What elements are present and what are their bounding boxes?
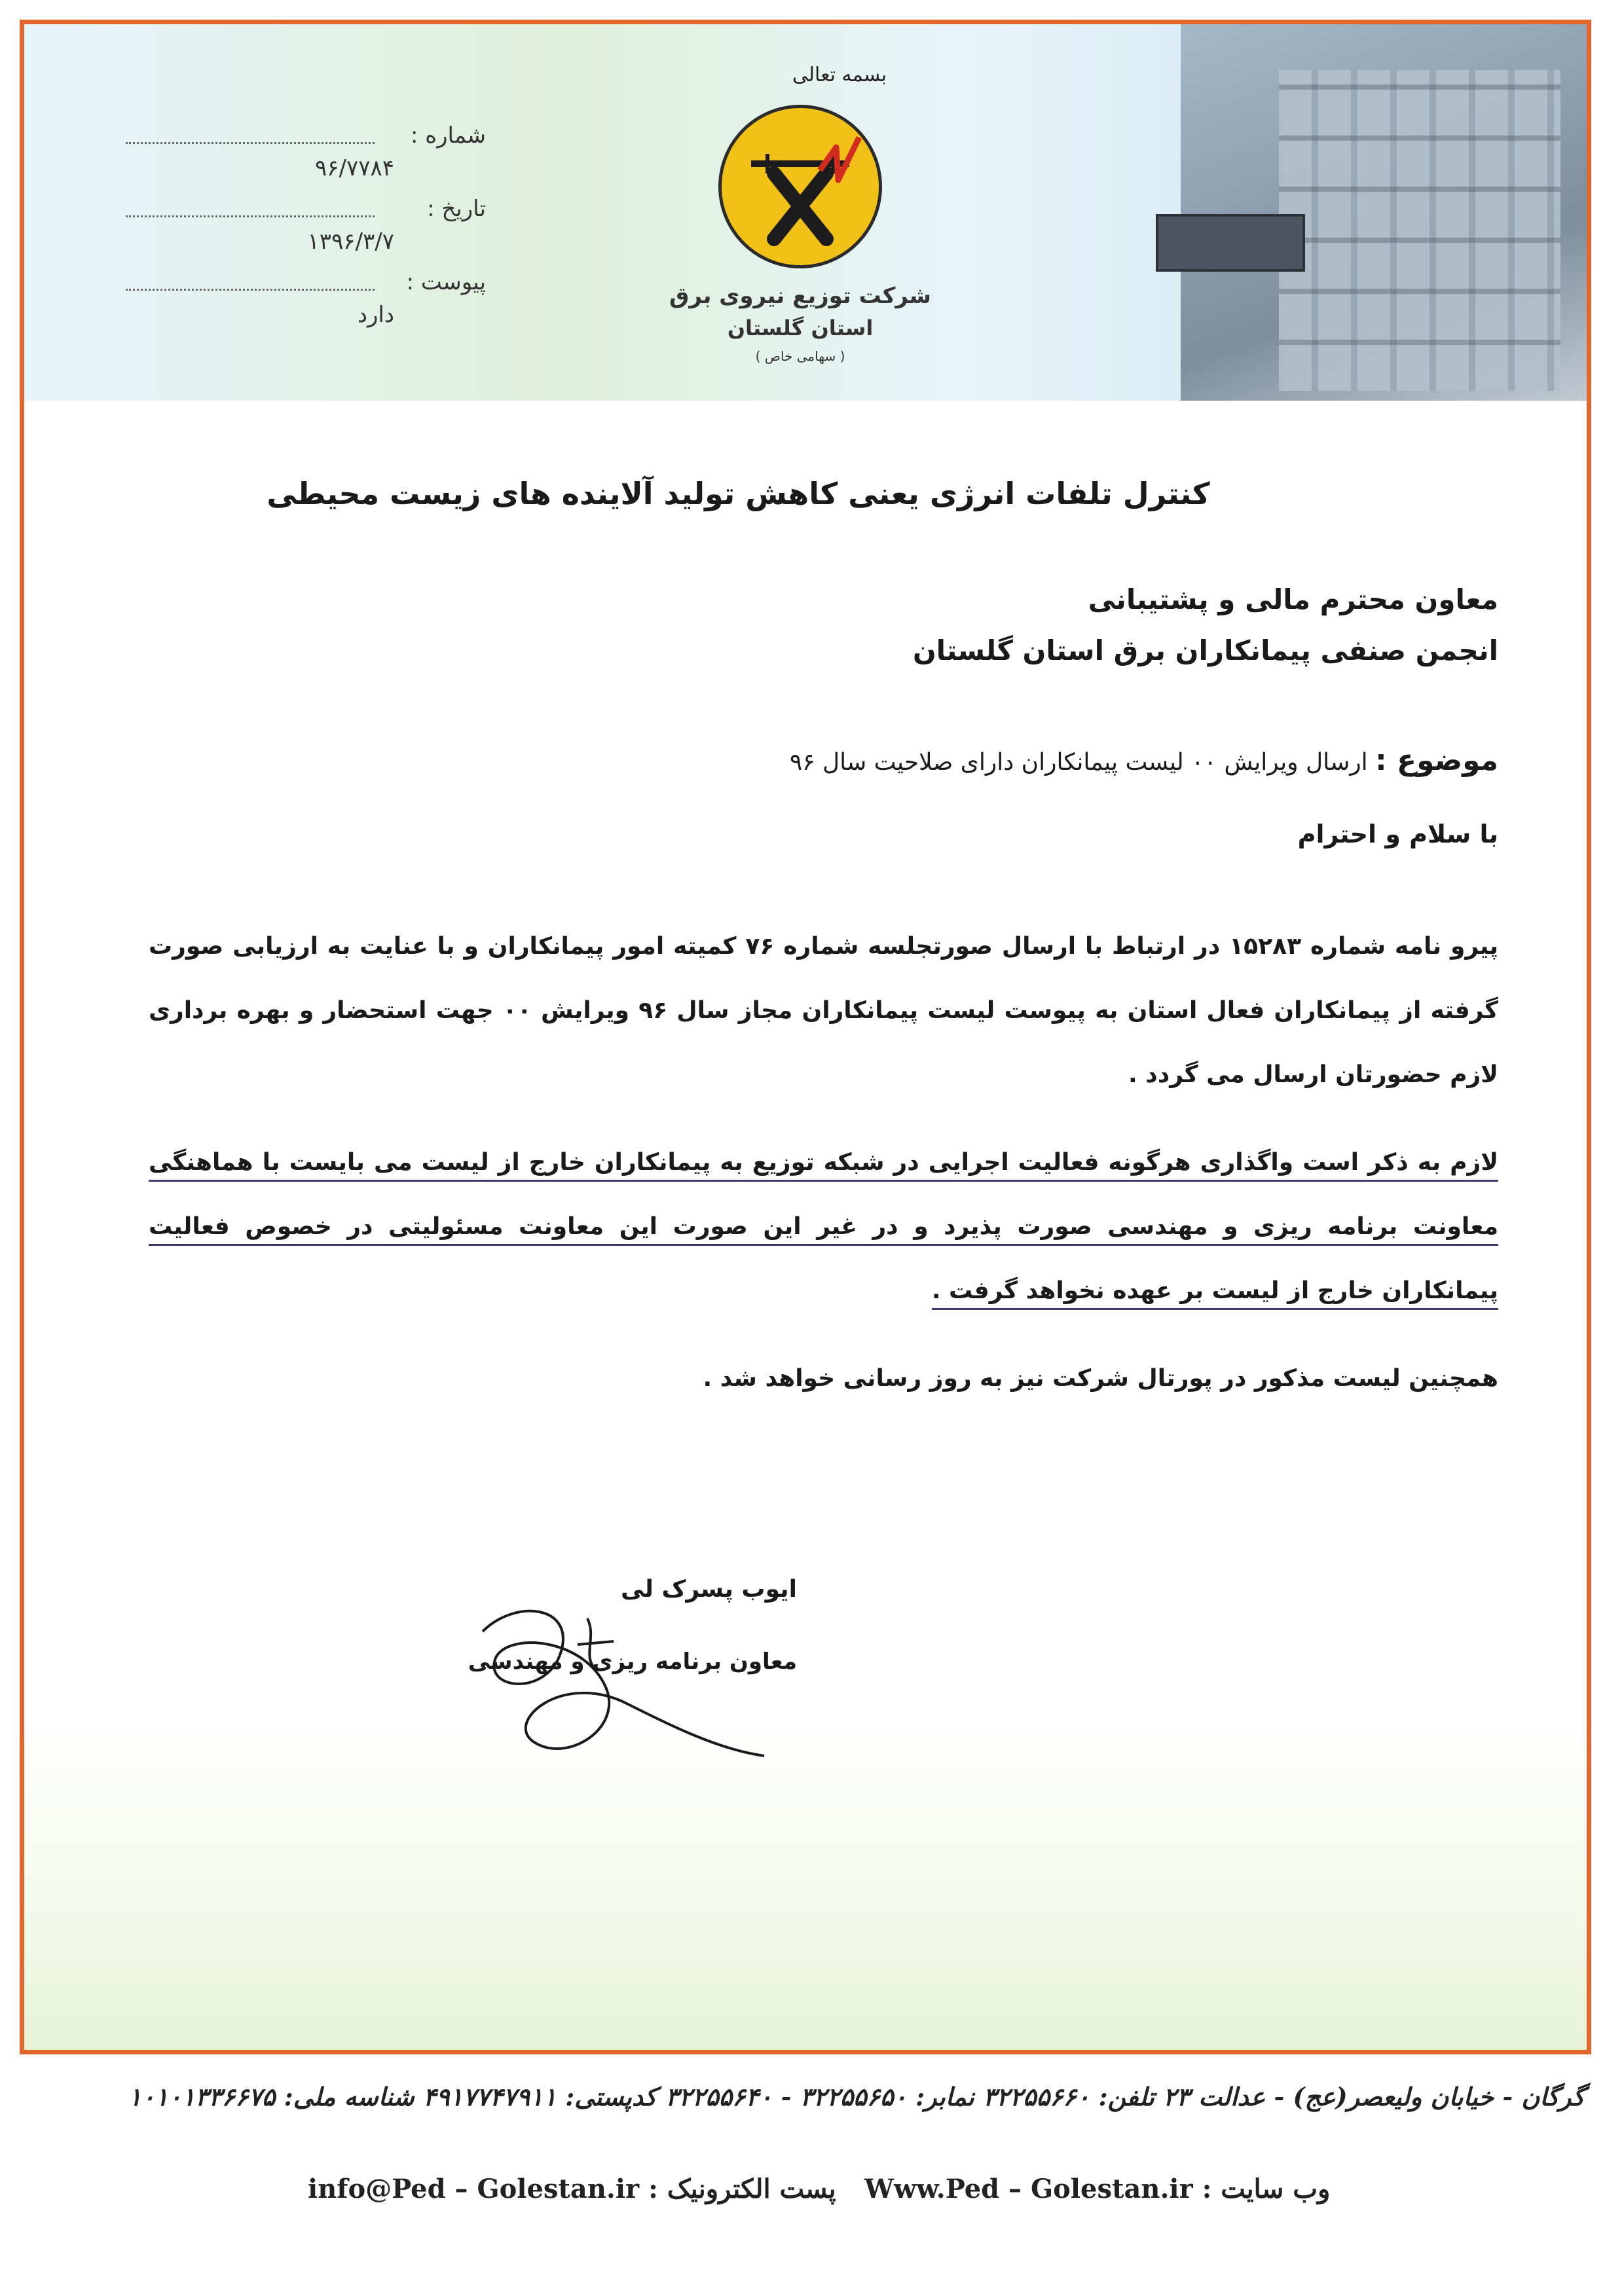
building-facade [1279,70,1560,391]
website-link[interactable]: Www.Ped – Golestan.ir [864,2174,1193,2204]
paragraph-2-text: لازم به ذکر است واگذاری هرگونه فعالیت اجرایی در شبکه توزیع به پیمانکاران خارج از لیست می بایست با هماهنگی معاونت برنامه ریزی و مهندسی صورت پذیرد و در غیر این صورت این معاونت مسئولیتی در خصوص فعالیت پیمانکاران خارج از لیست بر عهده نخواهد گرفت . [149,1149,1498,1310]
signer-title: معاون برنامه ریزی و مهندسی [468,1649,797,1675]
addressee-line-1: معاون محترم مالی و پشتیبانی [1088,583,1498,615]
company-sign [1156,214,1305,272]
bismillah: بسمه تعالی [792,64,887,86]
building-photo [1181,24,1587,401]
footer-email [308,2174,836,2204]
attachment-label: پیوست : [406,269,486,295]
subject [149,741,1498,782]
addressee [149,574,1498,676]
date-dots [126,215,375,217]
date-value: ۱۳۹۶/۳/۷ [307,228,394,255]
company-name: شرکت توزیع نیروی برق [669,283,931,309]
company-type: ( سهامی خاص ) [755,348,845,364]
letter-frame [20,20,1591,2054]
attachment-value: دارد [357,302,394,328]
number-row [126,122,486,196]
paragraph-2 [149,1131,1498,1323]
letter-meta [126,122,486,342]
background-fade [24,1722,1587,2050]
power-tower-lightning-icon [718,105,882,268]
attachment-row [126,269,486,342]
company-province: استان گلستان [727,316,874,340]
attachment-dots [126,289,375,291]
signer-name: ایوب پسرک لی [620,1576,797,1603]
subject-text: ارسال ویرایش ۰۰ لیست پیمانکاران دارای صلاحیت سال ۹۶ [789,749,1368,776]
slogan: کنترل تلفات انرژی یعنی کاهش تولید آلاینده های زیست محیطی [267,476,1210,511]
greeting: با سلام و احترام [1297,820,1498,848]
paragraph-1: پیرو نامه شماره ۱۵۲۸۳ در ارتباط با ارسال صورتجلسه شماره ۷۶ کمیته امور پیمانکاران و با عنایت به ارزیابی صورت گرفته از پیمانکاران فعال استان به پیوست لیست پیمانکاران مجاز سال ۹۶ ویرایش ۰۰ جهت استحضار و بهره برداری لازم حضورتان ارسال می گردد . [149,933,1498,1088]
letterhead [24,24,1587,401]
number-dots [126,142,375,144]
addressee-line-2: انجمن صنفی پیمانکاران برق استان گلستان [912,634,1498,666]
subject-label: موضوع : [1375,744,1498,777]
footer-address: گرگان - خیابان ولیعصر(عج) - عدالت ۲۳ تلفن: ۳۲۲۵۵۶۶۰ نمابر: ۳۲۲۵۵۶۵۰ - ۳۲۲۵۵۶۴۰ کدپستی: ۴۹۱۷۷۴۷۹۱۱ شناسه ملی: ۱۰۱۰۱۳۳۶۶۷۵ [128,2082,1585,2111]
number-label: شماره : [411,122,486,149]
footer-website [864,2174,1330,2204]
number-value: ۹۶/۷۷۸۴ [314,155,394,181]
date-row [126,196,486,269]
website-label: وب سایت : [1202,2174,1331,2204]
email-link[interactable]: info@Ped – Golestan.ir [308,2174,640,2204]
company-logo-block [637,64,964,364]
handwritten-signature [456,1592,797,1789]
email-label: پست الکترونیک : [648,2174,836,2204]
date-label: تاریخ : [427,196,486,222]
paragraph-3: همچنین لیست مذکور در پورتال شرکت نیز به روز رسانی خواهد شد . [703,1365,1498,1392]
